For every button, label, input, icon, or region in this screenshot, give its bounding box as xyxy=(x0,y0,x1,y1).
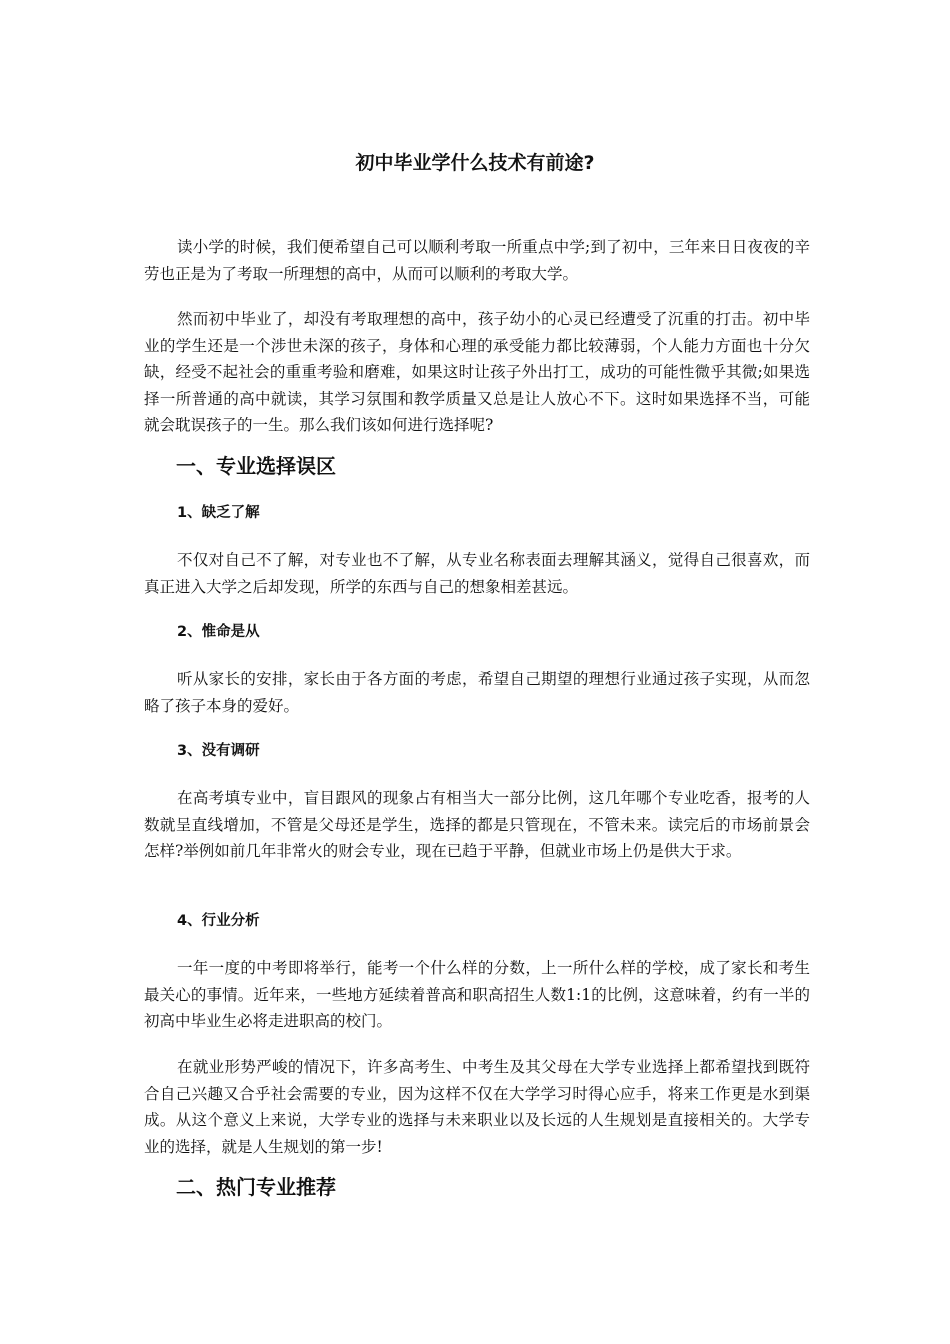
intro-paragraph-2: 然而初中毕业了，却没有考取理想的高中，孩子幼小的心灵已经遭受了沉重的打击。初中毕业的学生还是一个涉世未深的孩子，身体和心理的承受能力都比较薄弱，个人能力方面也十分欠缺，经受不起社会的重重考验和磨难，如果这时让孩子外出打工，成功的可能性微乎其微;如果选择一所普通的高中就读，其学习氛围和教学质量又总是让人放心不下。这时如果选择不当，可能就会耽误孩子的一生。那么我们该如何进行选择呢? xyxy=(144,310,810,434)
subheading-blind-obedience: 2、惟命是从 xyxy=(177,624,260,640)
paragraph-industry-analysis-2: 在就业形势严峻的情况下，许多高考生、中考生及其父母在大学专业选择上都希望找到既符合自己兴趣又合乎社会需要的专业，因为这样不仅在大学学习时得心应手，将来工作更是水到渠成。从这个意义上来说，大学专业的选择与未来职业以及长远的人生规划是直接相关的。大学专业的选择，就是人生规划的第一步! xyxy=(144,1058,810,1156)
subheading-industry-analysis: 4、行业分析 xyxy=(177,913,260,929)
intro-paragraph-1: 读小学的时候，我们便希望自己可以顺利考取一所重点中学;到了初中，三年来日日夜夜的辛劳也正是为了考取一所理想的高中，从而可以顺利的考取大学。 xyxy=(144,238,810,283)
paragraph-blind-obedience: 听从家长的安排，家长由于各方面的考虑，希望自己期望的理想行业通过孩子实现，从而忽略了孩子本身的爱好。 xyxy=(144,670,810,715)
paragraph-industry-analysis-1: 一年一度的中考即将举行，能考一个什么样的分数，上一所什么样的学校，成了家长和考生最关心的事情。近年来，一些地方延续着普高和职高招生人数1:1的比例，这意味着，约有一半的初高中毕业生必将走进职高的校门。 xyxy=(144,959,810,1030)
subheading-no-research: 3、没有调研 xyxy=(177,743,260,759)
paragraph-no-research: 在高考填专业中，盲目跟风的现象占有相当大一部分比例，这几年哪个专业吃香，报考的人数就呈直线增加，不管是父母还是学生，选择的都是只管现在，不管未来。读完后的市场前景会怎样?举例如前几年非常火的财会专业，现在已趋于平静，但就业市场上仍是供大于求。 xyxy=(144,789,810,860)
section-heading-popular-majors: 二、热门专业推荐 xyxy=(176,1175,336,1199)
subheading-lack-of-understanding: 1、缺乏了解 xyxy=(177,505,260,521)
paragraph-lack-of-understanding: 不仅对自己不了解，对专业也不了解，从专业名称表面去理解其涵义，觉得自己很喜欢，而真正进入大学之后却发现，所学的东西与自己的想象相差甚远。 xyxy=(144,551,810,596)
section-heading-misconceptions: 一、专业选择误区 xyxy=(176,454,336,478)
document-title: 初中毕业学什么技术有前途? xyxy=(355,152,595,174)
